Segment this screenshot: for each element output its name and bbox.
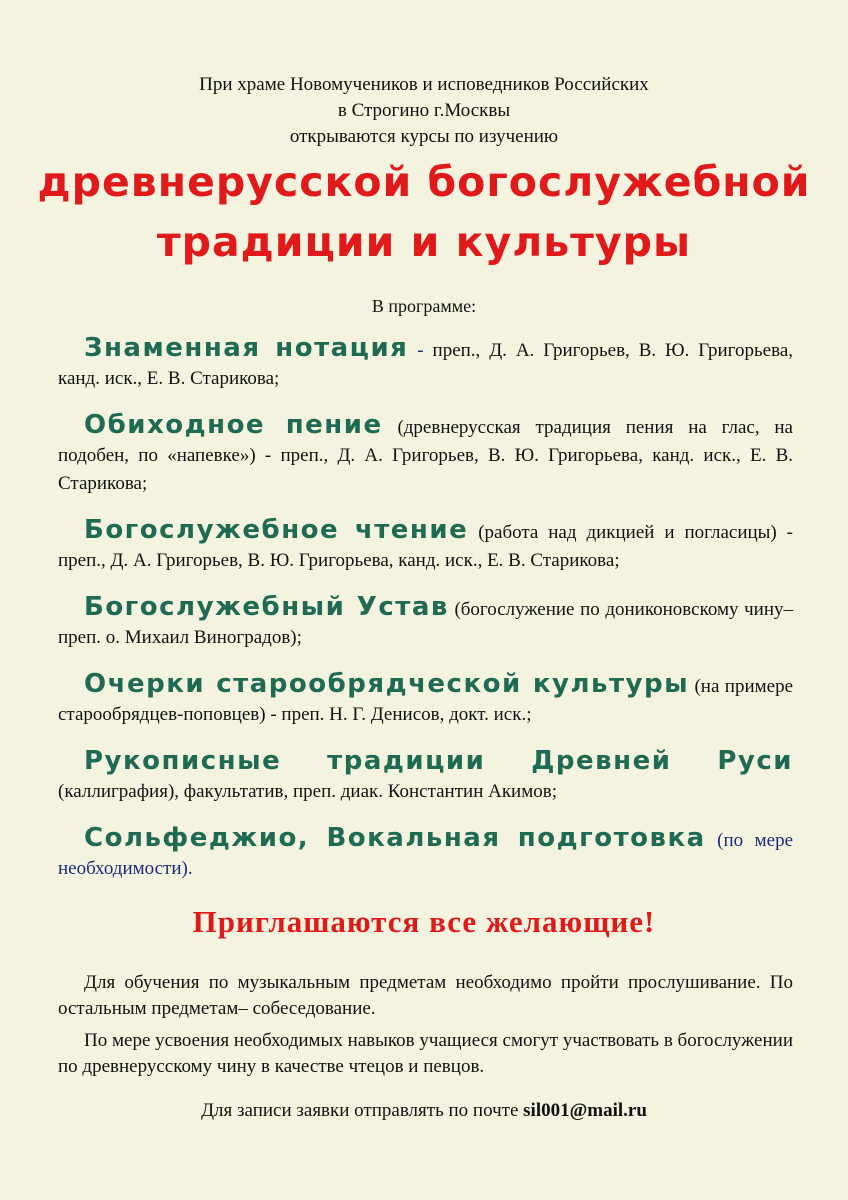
course-item — [58, 824, 793, 883]
contact-email[interactable]: sil001@mail.ru — [523, 1100, 647, 1121]
title-line-2: традиции и культуры — [156, 218, 692, 266]
course-list — [58, 334, 793, 901]
course-name: Знаменная нотация — [84, 333, 409, 363]
course-name: Богослужебный Устав — [84, 592, 449, 622]
course-description: (на примере старообрядцев-поповцев) - преп. Н. Г. Денисов, докт. иск.; — [58, 676, 794, 725]
course-separator — [468, 522, 478, 543]
course-name: Рукописные традиции Древней Руси — [84, 746, 793, 776]
course-item — [58, 334, 793, 393]
header-line-2: в Строгино г.Москвы — [337, 100, 511, 121]
course-separator — [383, 417, 398, 438]
course-name: Сольфеджио, Вокальная подготовка — [84, 823, 706, 853]
info-text — [58, 970, 793, 1086]
page-title — [0, 152, 848, 272]
header-line-1: При храме Новомучеников и исповедников Российских — [199, 74, 649, 95]
info-paragraph-1: Для обучения по музыкальным предметам необходимо пройти прослушивание. По остальным предметам– собеседование. — [58, 972, 793, 1019]
header-line-3: открываются курсы по изучению — [289, 126, 559, 147]
info-paragraph-2: По мере усвоения необходимых навыков учащиеся смогут участвовать в богослужении по древнерусскому чину в качестве чтецов и певцов. — [58, 1030, 793, 1077]
contact-line — [0, 1100, 848, 1122]
course-name: Богослужебное чтение — [84, 515, 469, 545]
course-item — [58, 670, 793, 729]
course-description: (по мере необходимости). — [58, 830, 794, 879]
program-label: В программе: — [371, 296, 477, 316]
course-item — [58, 593, 793, 652]
course-separator — [706, 830, 717, 851]
course-item — [58, 516, 793, 575]
title-line-1: древнерусской богослужебной — [37, 158, 811, 206]
course-description: (работа над дикцией и погласицы) - преп., Д. А. Григорьев, В. Ю. Григорьева, канд. иск., Е. В. Старикова; — [58, 522, 794, 571]
course-description: (богослужение по дониконовскому чину– преп. о. Михаил Виноградов); — [58, 599, 794, 648]
course-item — [58, 747, 793, 806]
course-item — [58, 411, 793, 498]
course-separator: - — [408, 340, 433, 361]
course-description: (каллиграфия), факультатив, преп. диак. Константин Акимов; — [58, 781, 558, 802]
header — [0, 72, 848, 150]
course-description: (древнерусская традиция пения на глас, на подобен, по «напевке») - преп., Д. А. Григорьев, В. Ю. Григорьева, канд. иск., Е. В. Старикова; — [58, 417, 793, 494]
course-description: преп., Д. А. Григорьев, В. Ю. Григорьева, канд. иск., Е. В. Старикова; — [58, 340, 794, 389]
course-name: Очерки старообрядческой культуры — [84, 669, 690, 699]
course-name: Обиходное пение — [84, 410, 383, 440]
contact-text: Для записи заявки отправлять по почте — [201, 1100, 524, 1121]
invitation-heading: Приглашаются все желающие! — [192, 904, 656, 939]
